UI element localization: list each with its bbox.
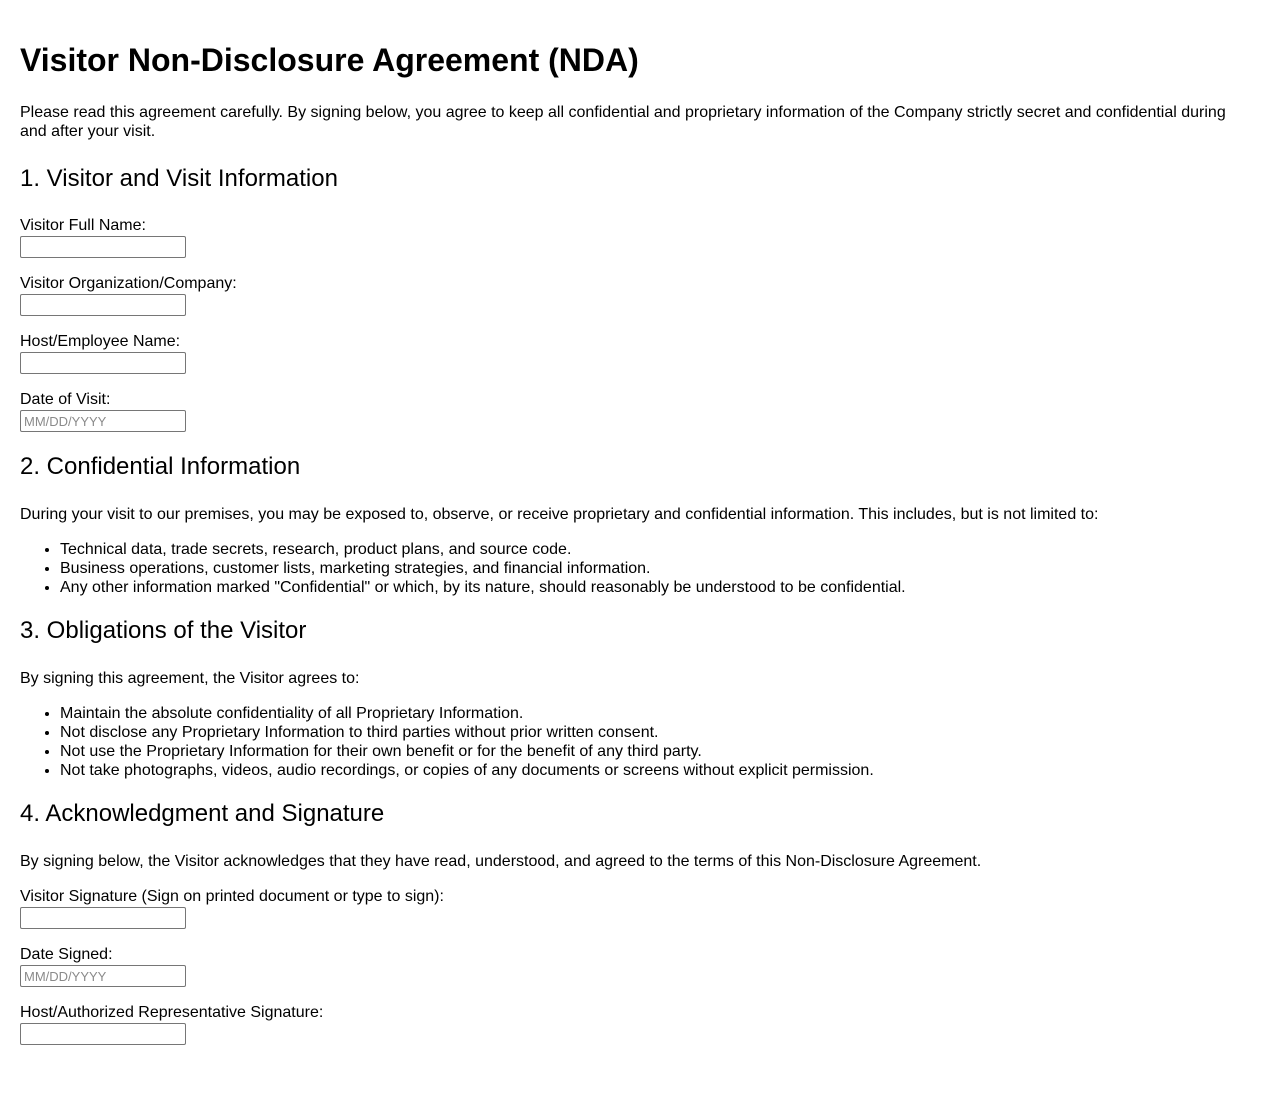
confidential-info-list bbox=[20, 540, 1242, 597]
section-heading-obligations: 3. Obligations of the Visitor bbox=[20, 617, 307, 644]
host-signature-input[interactable] bbox=[20, 1023, 186, 1045]
date-signed-input[interactable] bbox=[20, 965, 186, 987]
host-employee-name-label: Host/Employee Name: bbox=[20, 333, 181, 350]
visitor-full-name-label: Visitor Full Name: bbox=[20, 217, 146, 234]
host-employee-name-field-group bbox=[20, 332, 1242, 374]
list-item: • Not use the Proprietary Information for their own benefit or for the benefit of any third party. bbox=[60, 742, 1242, 761]
visitor-full-name-field-group bbox=[20, 216, 1242, 258]
section4-paragraph: By signing below, the Visitor acknowledges that they have read, understood, and agreed to the terms of this Non-Disclosure Agreement. bbox=[20, 853, 982, 870]
section-heading-visitor-info: 1. Visitor and Visit Information bbox=[20, 165, 338, 192]
intro-paragraph: Please read this agreement carefully. By signing below, you agree to keep all confidential and proprietary information of the Company strictly secret and confidential during and after your visit. bbox=[20, 104, 1226, 140]
page-title: Visitor Non-Disclosure Agreement (NDA) bbox=[20, 42, 639, 78]
date-signed-field-group bbox=[20, 945, 1242, 987]
list-item: • Not disclose any Proprietary Information to third parties without prior written consent. bbox=[60, 723, 1242, 742]
list-item: • Any other information marked "Confidential" or which, by its nature, should reasonably be understood to be confidential. bbox=[60, 578, 1242, 597]
date-of-visit-field-group bbox=[20, 390, 1242, 432]
section-heading-confidential-info: 2. Confidential Information bbox=[20, 453, 301, 480]
date-of-visit-input[interactable] bbox=[20, 410, 186, 432]
list-item: • Maintain the absolute confidentiality of all Proprietary Information. bbox=[60, 704, 1242, 723]
visitor-organization-label: Visitor Organization/Company: bbox=[20, 275, 237, 292]
visitor-organization-field-group bbox=[20, 274, 1242, 316]
host-signature-field-group bbox=[20, 1003, 1242, 1045]
host-employee-name-input[interactable] bbox=[20, 352, 186, 374]
section3-paragraph: By signing this agreement, the Visitor agrees to: bbox=[20, 670, 360, 687]
date-signed-label: Date Signed: bbox=[20, 946, 113, 963]
obligations-list bbox=[20, 704, 1242, 780]
section2-paragraph: During your visit to our premises, you may be exposed to, observe, or receive proprietary and confidential information. This includes, but is not limited to: bbox=[20, 506, 1099, 523]
visitor-signature-label: Visitor Signature (Sign on printed document or type to sign): bbox=[20, 888, 444, 905]
visitor-signature-field-group bbox=[20, 887, 1242, 929]
visitor-signature-input[interactable] bbox=[20, 907, 186, 929]
list-item: • Not take photographs, videos, audio recordings, or copies of any documents or screens without explicit permission. bbox=[60, 761, 1242, 780]
date-of-visit-label: Date of Visit: bbox=[20, 391, 111, 408]
visitor-organization-input[interactable] bbox=[20, 294, 186, 316]
list-item: • Business operations, customer lists, marketing strategies, and financial information. bbox=[60, 559, 1242, 578]
section-heading-acknowledgment: 4. Acknowledgment and Signature bbox=[20, 800, 385, 827]
host-signature-label: Host/Authorized Representative Signature: bbox=[20, 1004, 324, 1021]
visitor-full-name-input[interactable] bbox=[20, 236, 186, 258]
list-item: • Technical data, trade secrets, research, product plans, and source code. bbox=[60, 540, 1242, 559]
